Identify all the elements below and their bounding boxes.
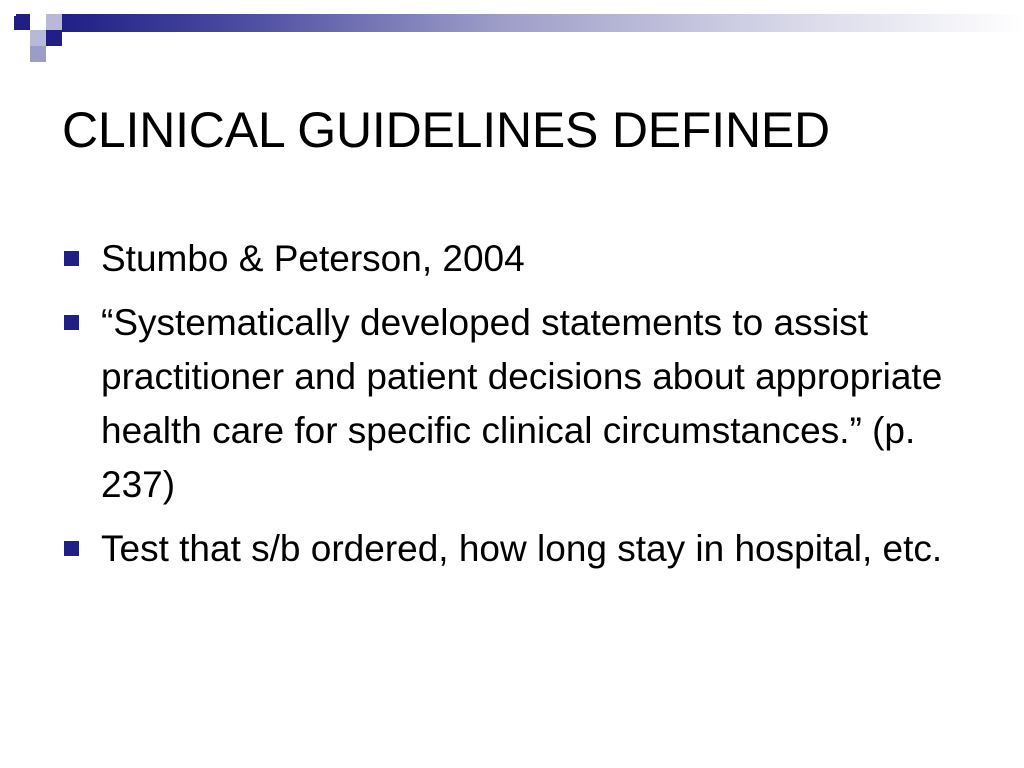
square-bullet-icon: [64, 251, 79, 266]
bullet-text: “Systematically developed statements to assist practitioner and patient decisions about appropriate health care for specific clinical circumstances.” (p. 237): [101, 302, 943, 505]
decor-square: [46, 14, 62, 30]
bullet-text: Stumbo & Peterson, 2004: [101, 238, 525, 279]
bullet-item: [62, 296, 962, 512]
header-gradient-band: [62, 14, 1024, 32]
slide-title: CLINICAL GUIDELINES DEFINED: [62, 102, 830, 158]
decor-square: [14, 30, 30, 46]
bullet-text: Test that s/b ordered, how long stay in hospital, etc.: [101, 528, 943, 569]
bullet-list: [62, 232, 962, 586]
decor-square: [30, 14, 46, 30]
square-bullet-icon: [64, 541, 79, 556]
square-bullet-icon: [64, 315, 79, 330]
decor-square: [30, 30, 46, 46]
decor-square: [14, 14, 30, 30]
decor-square: [0, 0, 16, 16]
decor-square: [30, 46, 46, 62]
decor-square: [46, 30, 62, 46]
bullet-item: [62, 232, 962, 286]
bullet-item: [62, 522, 962, 576]
